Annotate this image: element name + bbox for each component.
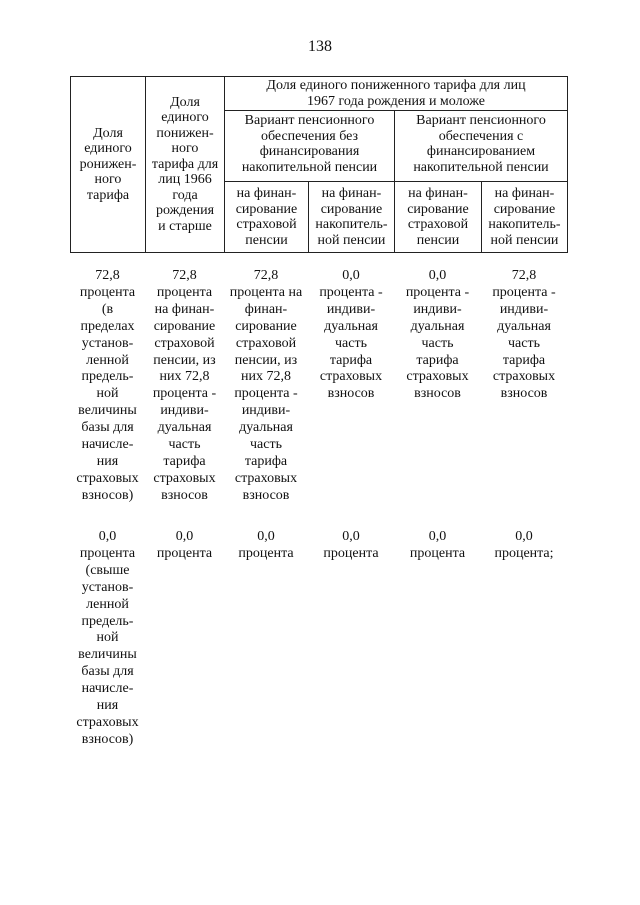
header-text: Доля единого pонижен- ного тарифа [79,125,137,203]
header-text: на финан- сирование накопитель- ной пенсии [488,186,561,248]
header-funded-pension-financing [482,182,568,253]
header-text: Доля единого пониженного тарифа для лиц 1967 года рождения и моложе [266,78,526,109]
table-cell: 72,8 процента - индиви- дуальная часть тарифа страховых взносов [492,268,556,402]
table-row [70,529,567,749]
table-cell: 72,8 процента на финан- сирование страховой пенсии, из них 72,8 процента - индиви- дуальная часть тарифа страховых взносов [152,268,217,503]
table-cell: 0,0 процента [238,529,294,561]
header-variant-with-funded-pension [395,111,568,182]
table-cell: 72,8 процента на финан- сирование страховой пенсии, из них 72,8 процента - индиви- дуальная часть тарифа страховых взносов [229,268,303,503]
table-cell: 0,0 процента [409,529,466,561]
header-tariff-born-1966-and-older [146,77,225,253]
tariff-table-header [70,76,568,253]
table-cell: 0,0 процента - индиви- дуальная часть тарифа страховых взносов [405,268,470,402]
header-insurance-pension-financing [395,182,482,253]
header-text: Вариант пенсионного обеспечения без финансирования накопительной пенсии [241,113,378,175]
table-cell: 0,0 процента; [494,529,554,561]
table-cell: 0,0 процента (свыше установ- ленной предель- ной величины базы для начисле- ния страховых взносов) [76,529,139,747]
header-text: на финан- сирование страховой пенсии [407,186,469,248]
table-cell: 0,0 процента - индиви- дуальная часть тарифа страховых взносов [319,268,383,402]
header-text: Вариант пенсионного обеспечения с финансированием накопительной пенсии [413,113,549,175]
table-cell: 72,8 процента (в пределах установ- ленной предель- ной величины базы для начисле- ния страховых взносов) [76,268,139,503]
header-insurance-pension-financing [225,182,309,253]
table-cell: 0,0 процента [156,529,213,561]
table-cell: 0,0 процента [323,529,379,561]
header-text: на финан- сирование накопитель- ной пенсии [315,186,388,248]
page-number: 138 [308,38,332,55]
header-variant-without-funded-pension [225,111,395,182]
table-row [70,268,567,505]
header-tariff-born-1967-and-younger [225,77,568,111]
header-funded-pension-financing [309,182,395,253]
header-text: Доля единого понижен- ного тарифа для лиц 1966 года рождения и старше [151,94,219,234]
header-unified-reduced-tariff-share [71,77,146,253]
header-text: на финан- сирование страховой пенсии [235,186,298,248]
